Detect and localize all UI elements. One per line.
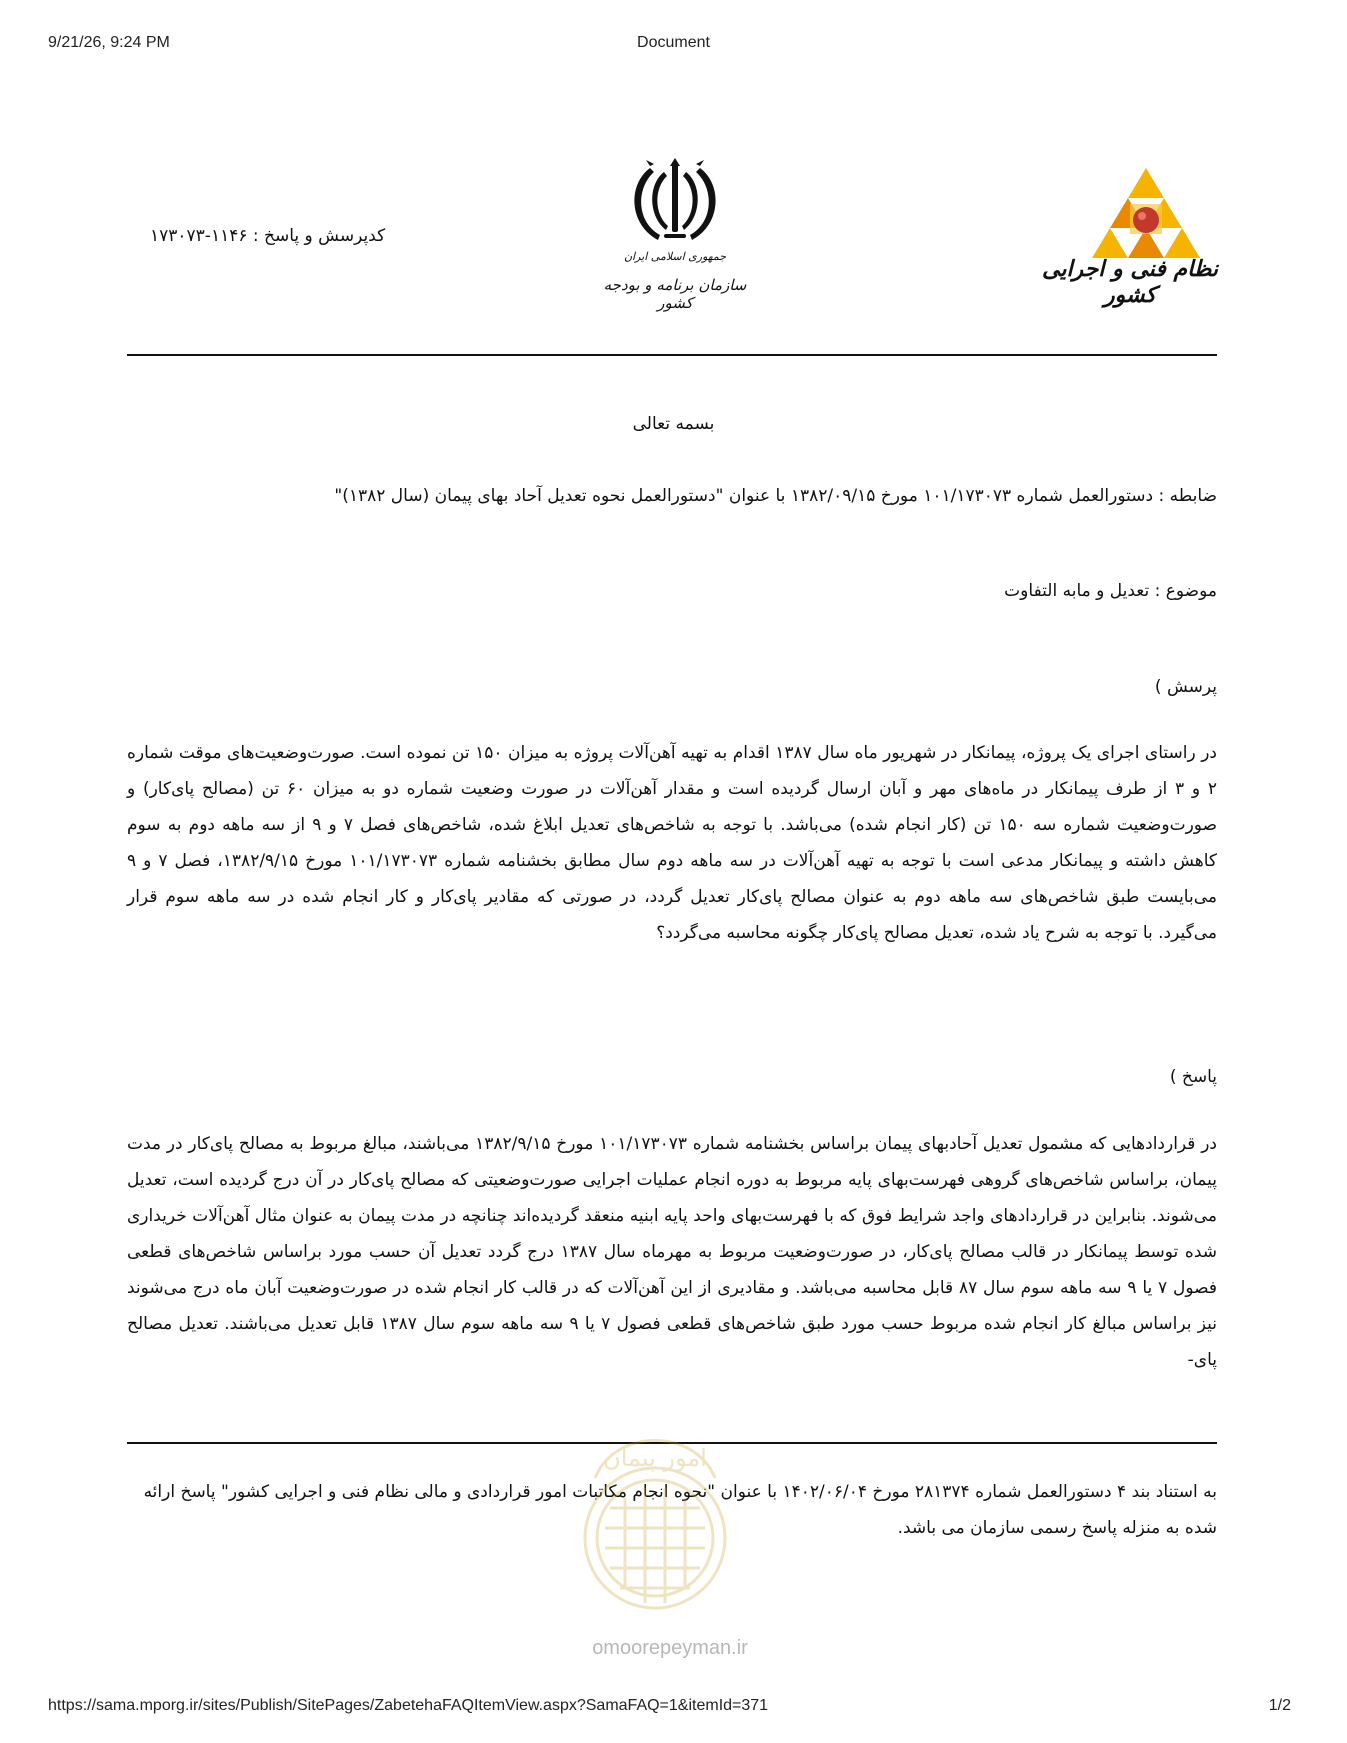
watermark-seal-text: امور پیمان bbox=[603, 1444, 707, 1472]
emblem-caption-republic: جمهوری اسلامی ایران bbox=[623, 250, 727, 263]
bismillah-heading: بسمه تعالی bbox=[632, 414, 715, 434]
question-text: در راستای اجرای یک پروژه، پیمانکار در شهریور ماه سال ۱۳۸۷ اقدام به تهیه آهن‌آلات پروژه به میزان ۱۵۰ تن نموده است. صورت‌وضعیت‌های موقت شماره ۲ و ۳ از طرف پیمانکار در ماه‌های مهر و آبان ارسال گردیده است و مقدار آهن‌آلات در صورت وضعیت شماره دو به میزان ۶۰ تن (مصالح پای‌کار) و صورت‌وضعیت شماره سه ۱۵۰ تن (کار انجام شده) می‌باشد. با توجه به شاخص‌های تعدیل ابلاغ شده، شاخص‌های فصل ۷ و ۹ از سه ماهه دوم به سوم کاهش داشته و پیمانکار مدعی است با توجه به تهیه آهن‌آلات در سه ماهه دوم سال مطابق بخشنامه شماره ۱۰۱/۱۷۳۰۷۳ مورخ ۱۳۸۲/۹/۱۵، فصل ۷ و ۹ می‌بایست طبق شاخص‌های سه ماهه دوم به عنوان مصالح پای‌کار تعدیل گردد، در صورتی که مقادیر پای‌کار و کار انجام شده در سه ماهه سوم قرار می‌گیرد. با توجه به شرح یاد شده، تعدیل مصالح پای‌کار چگونه محاسبه می‌گردد؟ bbox=[127, 743, 1218, 943]
nezam-fanni-logo-text: نظام فنی و اجرایی کشور bbox=[1041, 256, 1218, 308]
print-page-number: 1/2 bbox=[1268, 1697, 1291, 1714]
footer-divider bbox=[127, 1442, 1217, 1444]
regulation-reference: ضابطه : دستورالعمل شماره ۱۰۱/۱۷۳۰۷۳ مورخ ۱۳۸۲/۰۹/۱۵ با عنوان "دستورالعمل نحوه تعدیل آحاد بهای پیمان (سال ۱۳۸۲)" bbox=[334, 486, 1217, 506]
question-heading: پرسش ) bbox=[1154, 677, 1217, 697]
print-document-title: Document bbox=[637, 34, 710, 51]
emblem-caption-organization: سازمان برنامه و بودجه کشور bbox=[603, 276, 747, 312]
header-divider bbox=[127, 354, 1217, 356]
question-code: کدپرسش و پاسخ : ۱۱۴۶-۱۷۳۰۷۳ bbox=[150, 226, 386, 246]
subject-line: موضوع : تعدیل و مابه التفاوت bbox=[1004, 581, 1217, 601]
print-datetime: 9/21/26, 9:24 PM bbox=[48, 34, 170, 51]
answer-text: در قراردادهایی که مشمول تعدیل آحادبهای پیمان براساس بخشنامه شماره ۱۰۱/۱۷۳۰۷۳ مورخ ۱۳۸۲/۹/۱۵ می‌باشند، مبالغ مربوط به مصالح پای‌کار در مدت پیمان، براساس شاخص‌های گروهی فهرست‌بهای پایه مربوط به دوره انجام عملیات اجرایی صورت‌وضعیتی که مصالح پای‌کار در آن درج گردیده است، تعدیل می‌شوند. بنابراین در قراردادهای واجد شرایط فوق که با فهرست‌بهای واحد پایه ابنیه منعقد گردیده‌اند چنانچه در مدت پیمان به عنوان مثال آهن‌آلات خریداری شده توسط پیمانکار در قالب مصالح پای‌کار، در صورت‌وضعیت مربوط به مهرماه سال ۱۳۸۷ درج گردد تعدیل آن حسب مورد براساس شاخص‌های قطعی فصول ۷ یا ۹ سه ماهه سوم سال ۸۷ قابل محاسبه می‌باشد. و مقادیری از این آهن‌آلات که در قالب کار انجام شده در صورت‌وضعیت آبان ماه درج می‌شوند نیز براساس مبالغ کار انجام شده مربوط حسب مورد طبق شاخص‌های قطعی فصول ۷ یا ۹ سه ماهه سوم سال ۱۳۸۷ قابل تعدیل می‌باشند. تعدیل مصالح پای- bbox=[127, 1134, 1218, 1370]
answer-heading: پاسخ ) bbox=[1169, 1067, 1217, 1087]
watermark-url: omoorepeyman.ir bbox=[592, 1637, 748, 1659]
print-source-url: https://sama.mporg.ir/sites/Publish/SitePages/ZabetehaFAQItemView.aspx?SamaFAQ=1&itemId=371 bbox=[48, 1697, 769, 1714]
nezam-fanni-logo-icon bbox=[1090, 164, 1202, 264]
official-response-note: به استناد بند ۴ دستورالعمل شماره ۲۸۱۳۷۴ مورخ ۱۴۰۲/۰۶/۰۴ با عنوان "نحوه انجام مکاتبات امور قراردادی و مالی نظام فنی و اجرایی کشور" پاسخ ارائه شده به منزله پاسخ رسمی سازمان می باشد. bbox=[143, 1482, 1217, 1538]
